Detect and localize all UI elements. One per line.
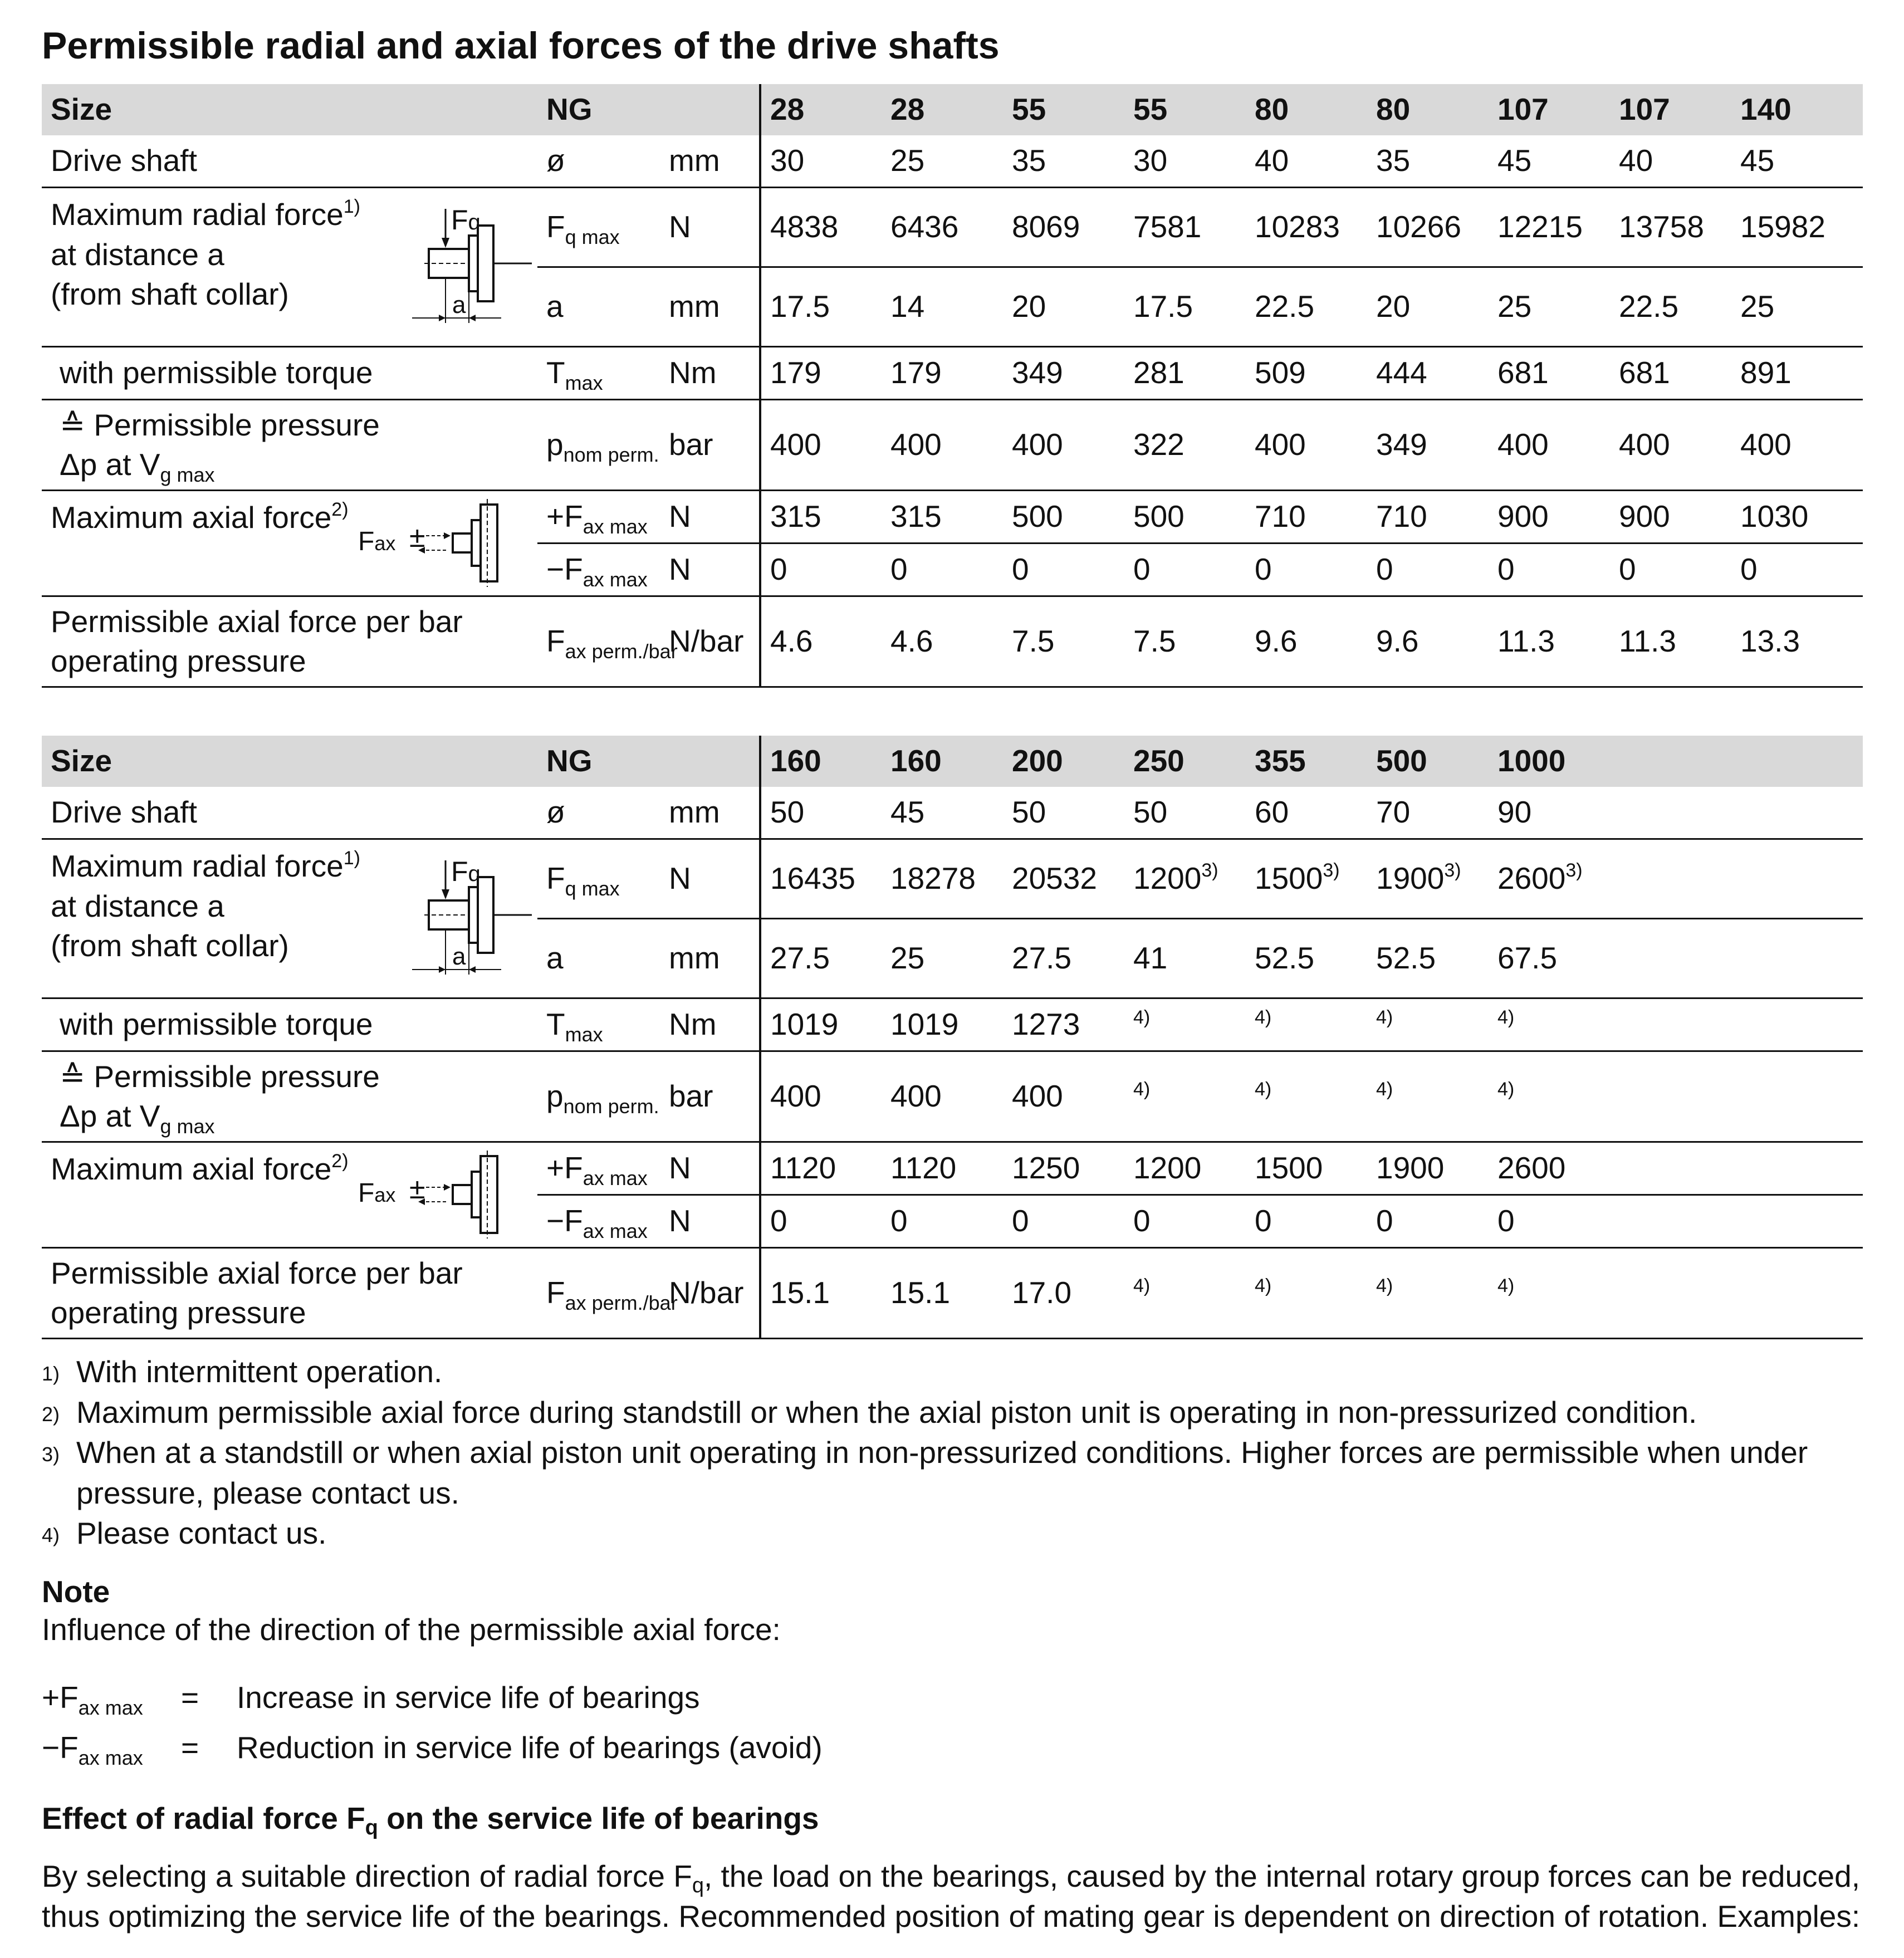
value-cell: 15.1 — [760, 1248, 882, 1339]
drive-shaft-symbol: ø — [537, 787, 660, 839]
value-cell: 7.5 — [1124, 596, 1246, 687]
value-cell: 1019 — [882, 998, 1003, 1051]
value-cell: 400 — [1246, 400, 1367, 491]
value-cell: 444 — [1367, 347, 1489, 400]
perbar-symbol: $F_{ax perm./bar}$ — [537, 596, 660, 687]
value-cell: 710 — [1367, 491, 1489, 544]
value-cell: 18278 — [882, 839, 1003, 919]
value-cell: 349 — [1003, 347, 1124, 400]
value-cell: 10266 — [1367, 188, 1489, 267]
value-cell: 891 — [1731, 347, 1863, 400]
size-cell — [1731, 736, 1863, 787]
value-cell: 1500$^{3)}$ — [1246, 839, 1367, 919]
value-cell: 900 — [1610, 491, 1731, 544]
value-cell — [1731, 1195, 1863, 1248]
value-cell: 0 — [882, 544, 1003, 596]
size-cell: 140 — [1731, 84, 1863, 135]
value-cell: 509 — [1246, 347, 1367, 400]
pressure-label: ≙ Permissible pressure Δp at $V_{g max}$ — [42, 400, 409, 491]
drive-shaft-row — [42, 787, 1863, 839]
value-cell: 7581 — [1124, 188, 1246, 267]
value-cell: 900 — [1489, 491, 1610, 544]
value-cell: 0 — [1003, 544, 1124, 596]
value-cell: 400 — [760, 1051, 882, 1142]
value-cell: 50 — [760, 787, 882, 839]
size-cell: 1000 — [1489, 736, 1610, 787]
value-cell: 179 — [760, 347, 882, 400]
value-cell: 35 — [1367, 135, 1489, 188]
plus-fax-unit: N — [660, 1142, 760, 1195]
value-cell: 2600 — [1489, 1142, 1610, 1195]
pressure-row — [42, 1051, 1863, 1142]
value-cell: 0 — [882, 1195, 1003, 1248]
value-cell: 4) — [1489, 1051, 1610, 1142]
fq-max-symbol: $F_{q max}$ — [537, 188, 660, 267]
value-cell: 20 — [1367, 267, 1489, 347]
forces-table-1 — [42, 84, 1863, 688]
value-cell: 50 — [1124, 787, 1246, 839]
pressure-label: ≙ Permissible pressure Δp at $V_{g max}$ — [42, 1051, 409, 1142]
value-cell: 12215 — [1489, 188, 1610, 267]
size-cell: 200 — [1003, 736, 1124, 787]
value-cell: 0 — [1124, 544, 1246, 596]
size-cell: 55 — [1124, 84, 1246, 135]
value-cell: 0 — [1610, 544, 1731, 596]
drive-shaft-label: Drive shaft — [42, 135, 409, 188]
value-cell: 4) — [1489, 998, 1610, 1051]
value-cell — [1610, 839, 1731, 919]
value-cell: 1120 — [760, 1142, 882, 1195]
fq-max-symbol: $F_{q max}$ — [537, 839, 660, 919]
radial-force-description: Maximum radial force$^{1)}$ at distance a (from shaft collar) — [42, 839, 409, 998]
value-cell: 20532 — [1003, 839, 1124, 919]
value-cell: 400 — [1731, 400, 1863, 491]
minus-fax-unit: N — [660, 544, 760, 596]
perbar-unit: N/bar — [660, 1248, 760, 1339]
value-cell: 1120 — [882, 1142, 1003, 1195]
value-cell: 25 — [1731, 267, 1863, 347]
value-cell: 400 — [882, 1051, 1003, 1142]
value-cell: 11.3 — [1610, 596, 1731, 687]
value-cell — [1731, 839, 1863, 919]
value-cell: 0 — [1489, 544, 1610, 596]
value-cell: 0 — [1246, 544, 1367, 596]
value-cell: 60 — [1246, 787, 1367, 839]
value-cell — [1731, 1051, 1863, 1142]
pnom-symbol: $p_{nom perm.}$ — [537, 400, 660, 491]
value-cell: 15982 — [1731, 188, 1863, 267]
page-title: Permissible radial and axial forces of the drive shafts — [42, 25, 1000, 67]
note-heading: Note — [42, 1574, 110, 1609]
fq-max-unit: N — [660, 188, 760, 267]
size-cell: 80 — [1246, 84, 1367, 135]
footnote-item: 1) With intermittent operation. — [42, 1354, 443, 1389]
tmax-symbol: $T_{max}$ — [537, 998, 660, 1051]
tmax-unit: Nm — [660, 347, 760, 400]
value-cell: 30 — [760, 135, 882, 188]
value-cell: 1030 — [1731, 491, 1863, 544]
value-cell: 1250 — [1003, 1142, 1124, 1195]
value-cell — [1610, 1195, 1731, 1248]
plus-fax-symbol: $+F_{ax max}$ — [537, 491, 660, 544]
value-cell: 400 — [1003, 400, 1124, 491]
tmax-row — [42, 998, 1863, 1051]
ng-label: NG — [537, 736, 660, 787]
value-cell: 25 — [882, 919, 1003, 998]
minus-fax-symbol: $-F_{ax max}$ — [537, 544, 660, 596]
value-cell: 30 — [1124, 135, 1246, 188]
value-cell: 4) — [1489, 1248, 1610, 1339]
value-cell: 22.5 — [1610, 267, 1731, 347]
value-cell: 52.5 — [1246, 919, 1367, 998]
value-cell: 281 — [1124, 347, 1246, 400]
drive-shaft-label: Drive shaft — [42, 787, 409, 839]
value-cell: 45 — [1731, 135, 1863, 188]
value-cell: 400 — [1003, 1051, 1124, 1142]
size-cell: 160 — [882, 736, 1003, 787]
value-cell: 25 — [882, 135, 1003, 188]
footnotes — [42, 1352, 1863, 1554]
size-label: Size — [42, 736, 409, 787]
torque-label: with permissible torque — [42, 347, 409, 400]
perbar-row — [42, 1248, 1863, 1339]
value-cell: 4) — [1367, 1051, 1489, 1142]
radial-force-diagram: Fq a — [409, 188, 537, 347]
perbar-label: Permissible axial force per bar operating pressure — [42, 1248, 537, 1339]
size-cell: 28 — [760, 84, 882, 135]
value-cell: 41 — [1124, 919, 1246, 998]
minus-fax-symbol: $-F_{ax max}$ — [537, 1195, 660, 1248]
axial-force-diagram: Fax ± — [409, 491, 537, 596]
value-cell: 17.0 — [1003, 1248, 1124, 1339]
plus-fax-unit: N — [660, 491, 760, 544]
value-cell — [1610, 1142, 1731, 1195]
value-cell: 400 — [760, 400, 882, 491]
value-cell: 17.5 — [760, 267, 882, 347]
value-cell — [1731, 998, 1863, 1051]
axial-force-diagram: Fax ± — [409, 1142, 537, 1248]
note-text: Influence of the direction of the permissible axial force: — [42, 1612, 781, 1647]
value-cell: 0 — [760, 544, 882, 596]
size-cell: 55 — [1003, 84, 1124, 135]
value-cell: 45 — [1489, 135, 1610, 188]
a-unit: mm — [660, 267, 760, 347]
value-cell — [1610, 1051, 1731, 1142]
value-cell — [1610, 787, 1731, 839]
value-cell — [1610, 919, 1731, 998]
value-cell: 10283 — [1246, 188, 1367, 267]
value-cell: 50 — [1003, 787, 1124, 839]
forces-table-2 — [42, 736, 1863, 1339]
value-cell — [1731, 1248, 1863, 1339]
value-cell: 0 — [1367, 544, 1489, 596]
value-cell — [1731, 919, 1863, 998]
size-cell: 250 — [1124, 736, 1246, 787]
radial-force-diagram: Fq a — [409, 839, 537, 998]
value-cell: 349 — [1367, 400, 1489, 491]
perbar-unit: N/bar — [660, 596, 760, 687]
value-cell: 22.5 — [1246, 267, 1367, 347]
plus-fax-symbol: $+F_{ax max}$ — [537, 1142, 660, 1195]
value-cell: 14 — [882, 267, 1003, 347]
tmax-row — [42, 347, 1863, 400]
value-cell: 1200$^{3)}$ — [1124, 839, 1246, 919]
value-cell: 4) — [1367, 1248, 1489, 1339]
tmax-symbol: $T_{max}$ — [537, 347, 660, 400]
definition-item: $+F_{ax max}$ = Increase in service life of bearings — [42, 1680, 700, 1719]
value-cell: 4) — [1246, 1051, 1367, 1142]
perbar-row — [42, 596, 1863, 687]
value-cell: 400 — [882, 400, 1003, 491]
value-cell: 681 — [1610, 347, 1731, 400]
value-cell: 9.6 — [1246, 596, 1367, 687]
pressure-row — [42, 400, 1863, 491]
radial-force-description: Maximum radial force$^{1)}$ at distance a (from shaft collar) — [42, 188, 409, 347]
value-cell: 40 — [1610, 135, 1731, 188]
perbar-symbol: $F_{ax perm./bar}$ — [537, 1248, 660, 1339]
value-cell: 27.5 — [760, 919, 882, 998]
ng-label: NG — [537, 84, 660, 135]
value-cell: 4) — [1367, 998, 1489, 1051]
pnom-symbol: $p_{nom perm.}$ — [537, 1051, 660, 1142]
size-label: Size — [42, 84, 409, 135]
size-cell: 355 — [1246, 736, 1367, 787]
value-cell: 52.5 — [1367, 919, 1489, 998]
fq-max-unit: N — [660, 839, 760, 919]
value-cell: 4.6 — [760, 596, 882, 687]
value-cell: 4) — [1246, 1248, 1367, 1339]
drive-shaft-row — [42, 135, 1863, 188]
value-cell: 179 — [882, 347, 1003, 400]
effect-heading: Effect of radial force Fq on the service life of bearings — [42, 1800, 819, 1839]
value-cell: 9.6 — [1367, 596, 1489, 687]
tmax-unit: Nm — [660, 998, 760, 1051]
value-cell: 681 — [1489, 347, 1610, 400]
footnote-item: 3) When at a standstill or when axial piston unit operating in non-pressurized conditions. Higher forces are permissible when under pressure, please contact us. — [42, 1435, 1808, 1510]
value-cell — [1731, 787, 1863, 839]
value-cell: 13.3 — [1731, 596, 1863, 687]
value-cell: 0 — [1731, 544, 1863, 596]
value-cell: 0 — [1246, 1195, 1367, 1248]
value-cell: 400 — [1610, 400, 1731, 491]
note-definitions — [42, 1672, 1863, 1773]
plus-fax-row — [42, 1142, 1863, 1195]
minus-fax-unit: N — [660, 1195, 760, 1248]
size-row — [42, 84, 1863, 135]
value-cell: 1500 — [1246, 1142, 1367, 1195]
value-cell: 45 — [882, 787, 1003, 839]
definition-item: $-F_{ax max}$ = Reduction in service life of bearings (avoid) — [42, 1730, 823, 1769]
axial-force-description: Maximum axial force$^{2)}$ — [42, 1142, 409, 1248]
axial-force-description: Maximum axial force$^{2)}$ — [42, 491, 409, 596]
value-cell: 500 — [1003, 491, 1124, 544]
shaft-axial-icon — [415, 1151, 537, 1240]
value-cell: 7.5 — [1003, 596, 1124, 687]
value-cell: 0 — [1489, 1195, 1610, 1248]
value-cell: 25 — [1489, 267, 1610, 347]
value-cell: 1019 — [760, 998, 882, 1051]
value-cell: 11.3 — [1489, 596, 1610, 687]
value-cell: 4.6 — [882, 596, 1003, 687]
pnom-unit: bar — [660, 400, 760, 491]
value-cell: 322 — [1124, 400, 1246, 491]
value-cell: 8069 — [1003, 188, 1124, 267]
size-cell: 500 — [1367, 736, 1489, 787]
torque-label: with permissible torque — [42, 998, 409, 1051]
pnom-unit: bar — [660, 1051, 760, 1142]
size-cell: 28 — [882, 84, 1003, 135]
value-cell: 315 — [760, 491, 882, 544]
value-cell: 35 — [1003, 135, 1124, 188]
size-row — [42, 736, 1863, 787]
value-cell: 1900 — [1367, 1142, 1489, 1195]
footnote-item: 2) Maximum permissible axial force during standstill or when the axial piston unit is operating in non-pressurized condition. — [42, 1394, 1697, 1430]
size-cell — [1610, 736, 1731, 787]
value-cell: 6436 — [882, 188, 1003, 267]
plus-fax-row — [42, 491, 1863, 544]
value-cell: 4) — [1246, 998, 1367, 1051]
value-cell: 0 — [1003, 1195, 1124, 1248]
value-cell: 2600$^{3)}$ — [1489, 839, 1610, 919]
value-cell: 67.5 — [1489, 919, 1610, 998]
value-cell: 500 — [1124, 491, 1246, 544]
value-cell: 13758 — [1610, 188, 1731, 267]
footnote-item: 4) Please contact us. — [42, 1516, 327, 1551]
value-cell: 4838 — [760, 188, 882, 267]
page — [42, 22, 1863, 1937]
value-cell: 17.5 — [1124, 267, 1246, 347]
a-symbol: a — [537, 919, 660, 998]
value-cell: 40 — [1246, 135, 1367, 188]
fq-max-row — [42, 839, 1863, 919]
size-cell: 80 — [1367, 84, 1489, 135]
value-cell: 4) — [1124, 1051, 1246, 1142]
value-cell — [1731, 1142, 1863, 1195]
value-cell: 0 — [760, 1195, 882, 1248]
size-cell: 107 — [1489, 84, 1610, 135]
value-cell: 20 — [1003, 267, 1124, 347]
shaft-axial-icon — [415, 499, 537, 588]
value-cell — [1610, 998, 1731, 1051]
effect-body: By selecting a suitable direction of radial force Fq, the load on the bearings, caused by the internal rotary group forces can be reduced, thus optimizing the service life of the bearings. Recommended position of mating gear is dependent on direction of rotation. Examples: — [42, 1858, 1861, 1934]
drive-shaft-symbol: ø — [537, 135, 660, 188]
a-symbol: a — [537, 267, 660, 347]
value-cell: 16435 — [760, 839, 882, 919]
a-unit: mm — [660, 919, 760, 998]
value-cell: 1200 — [1124, 1142, 1246, 1195]
value-cell: 400 — [1489, 400, 1610, 491]
value-cell: 15.1 — [882, 1248, 1003, 1339]
value-cell: 4) — [1124, 1248, 1246, 1339]
drive-shaft-unit: mm — [660, 135, 760, 188]
value-cell: 70 — [1367, 787, 1489, 839]
value-cell: 0 — [1124, 1195, 1246, 1248]
fq-max-row — [42, 188, 1863, 267]
size-cell: 160 — [760, 736, 882, 787]
value-cell: 710 — [1246, 491, 1367, 544]
value-cell: 4) — [1124, 998, 1246, 1051]
value-cell — [1610, 1248, 1731, 1339]
value-cell: 0 — [1367, 1195, 1489, 1248]
value-cell: 90 — [1489, 787, 1610, 839]
value-cell: 27.5 — [1003, 919, 1124, 998]
value-cell: 315 — [882, 491, 1003, 544]
value-cell: 1900$^{3)}$ — [1367, 839, 1489, 919]
perbar-label: Permissible axial force per bar operating pressure — [42, 596, 537, 687]
size-cell: 107 — [1610, 84, 1731, 135]
value-cell: 1273 — [1003, 998, 1124, 1051]
drive-shaft-unit: mm — [660, 787, 760, 839]
